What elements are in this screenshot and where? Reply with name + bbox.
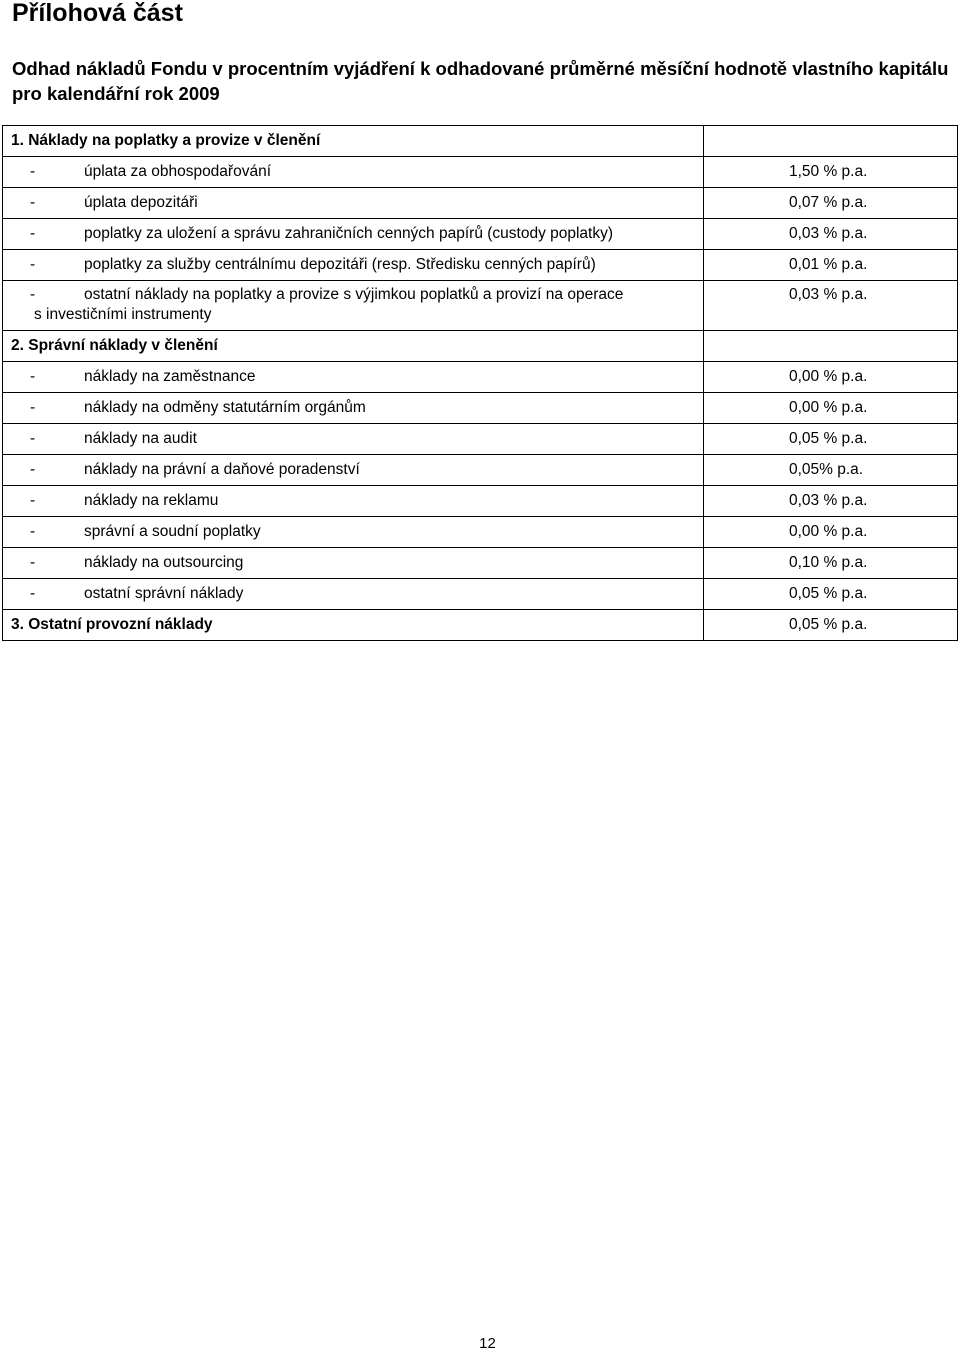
dash-marker: - (30, 194, 36, 211)
dash-marker: - (30, 286, 36, 303)
item-value: 0,00 % p.a. (704, 393, 958, 424)
item-label: náklady na odměny statutárním orgánům (84, 399, 366, 416)
table-row (3, 517, 958, 548)
dash-marker: - (30, 492, 36, 509)
section-value (704, 126, 958, 157)
item-label-cell (3, 424, 704, 455)
item-label-cell (3, 250, 704, 281)
page-number: 12 (479, 1335, 496, 1352)
item-value: 0,03 % p.a. (704, 281, 958, 331)
item-value: 0,03 % p.a. (704, 219, 958, 250)
item-label: náklady na právní a daňové poradenství (84, 461, 360, 478)
item-value: 0,05% p.a. (704, 455, 958, 486)
item-label-continuation: s investičními instrumenty (34, 306, 212, 323)
table-row (3, 281, 958, 331)
table-row (3, 250, 958, 281)
item-label-cell (3, 188, 704, 219)
item-label: úplata za obhospodařování (84, 163, 272, 180)
dash-marker: - (30, 163, 36, 180)
dash-marker: - (30, 461, 36, 478)
dash-marker: - (30, 225, 36, 242)
dash-marker: - (30, 554, 36, 571)
item-value: 0,00 % p.a. (704, 362, 958, 393)
section-row (3, 610, 958, 641)
table-row (3, 548, 958, 579)
section-value: 0,05 % p.a. (704, 610, 958, 641)
item-label-cell (3, 579, 704, 610)
dash-marker: - (30, 430, 36, 447)
dash-marker: - (30, 523, 36, 540)
item-label: náklady na reklamu (84, 492, 219, 509)
item-label: ostatní správní náklady (84, 585, 244, 602)
dash-marker: - (30, 368, 36, 385)
item-label: ostatní náklady na poplatky a provize s výjimkou poplatků a provizí na operace (84, 286, 624, 303)
item-label-cell (3, 393, 704, 424)
item-value: 0,03 % p.a. (704, 486, 958, 517)
cost-table (2, 125, 958, 641)
item-label: náklady na outsourcing (84, 554, 244, 571)
item-label-cell (3, 157, 704, 188)
dash-marker: - (30, 256, 36, 273)
table-row (3, 188, 958, 219)
dash-marker: - (30, 399, 36, 416)
item-value: 0,05 % p.a. (704, 424, 958, 455)
item-label-cell (3, 281, 704, 331)
item-label: poplatky za služby centrálnímu depozitáři (resp. Středisku cenných papírů) (84, 256, 596, 273)
item-value: 1,50 % p.a. (704, 157, 958, 188)
item-label: poplatky za uložení a správu zahraničních cenných papírů (custody poplatky) (84, 225, 614, 242)
table-row (3, 362, 958, 393)
dash-marker: - (30, 585, 36, 602)
item-label-cell (3, 455, 704, 486)
table-row (3, 424, 958, 455)
table-row (3, 219, 958, 250)
item-label-cell (3, 517, 704, 548)
table-row (3, 393, 958, 424)
item-label: náklady na audit (84, 430, 197, 447)
item-label-cell (3, 548, 704, 579)
document-subtitle: Odhad nákladů Fondu v procentním vyjádření k odhadované průměrné měsíční hodnotě vlastního kapitálu pro kalendářní rok 2009 (12, 58, 949, 104)
item-value: 0,10 % p.a. (704, 548, 958, 579)
section-row (3, 331, 958, 362)
table-row (3, 157, 958, 188)
section-label: 2. Správní náklady v členění (3, 331, 704, 362)
section-label: 1. Náklady na poplatky a provize v členění (3, 126, 704, 157)
section-value (704, 331, 958, 362)
item-value: 0,00 % p.a. (704, 517, 958, 548)
item-label: úplata depozitáři (84, 194, 198, 211)
item-value: 0,01 % p.a. (704, 250, 958, 281)
item-label: náklady na zaměstnance (84, 368, 256, 385)
item-label-cell (3, 486, 704, 517)
item-label-cell (3, 219, 704, 250)
item-value: 0,05 % p.a. (704, 579, 958, 610)
section-label: 3. Ostatní provozní náklady (3, 610, 704, 641)
table-row (3, 486, 958, 517)
section-row (3, 126, 958, 157)
table-row (3, 455, 958, 486)
item-label: správní a soudní poplatky (84, 523, 261, 540)
item-label-cell (3, 362, 704, 393)
page-title: Přílohová část (12, 0, 183, 27)
table-row (3, 579, 958, 610)
item-value: 0,07 % p.a. (704, 188, 958, 219)
